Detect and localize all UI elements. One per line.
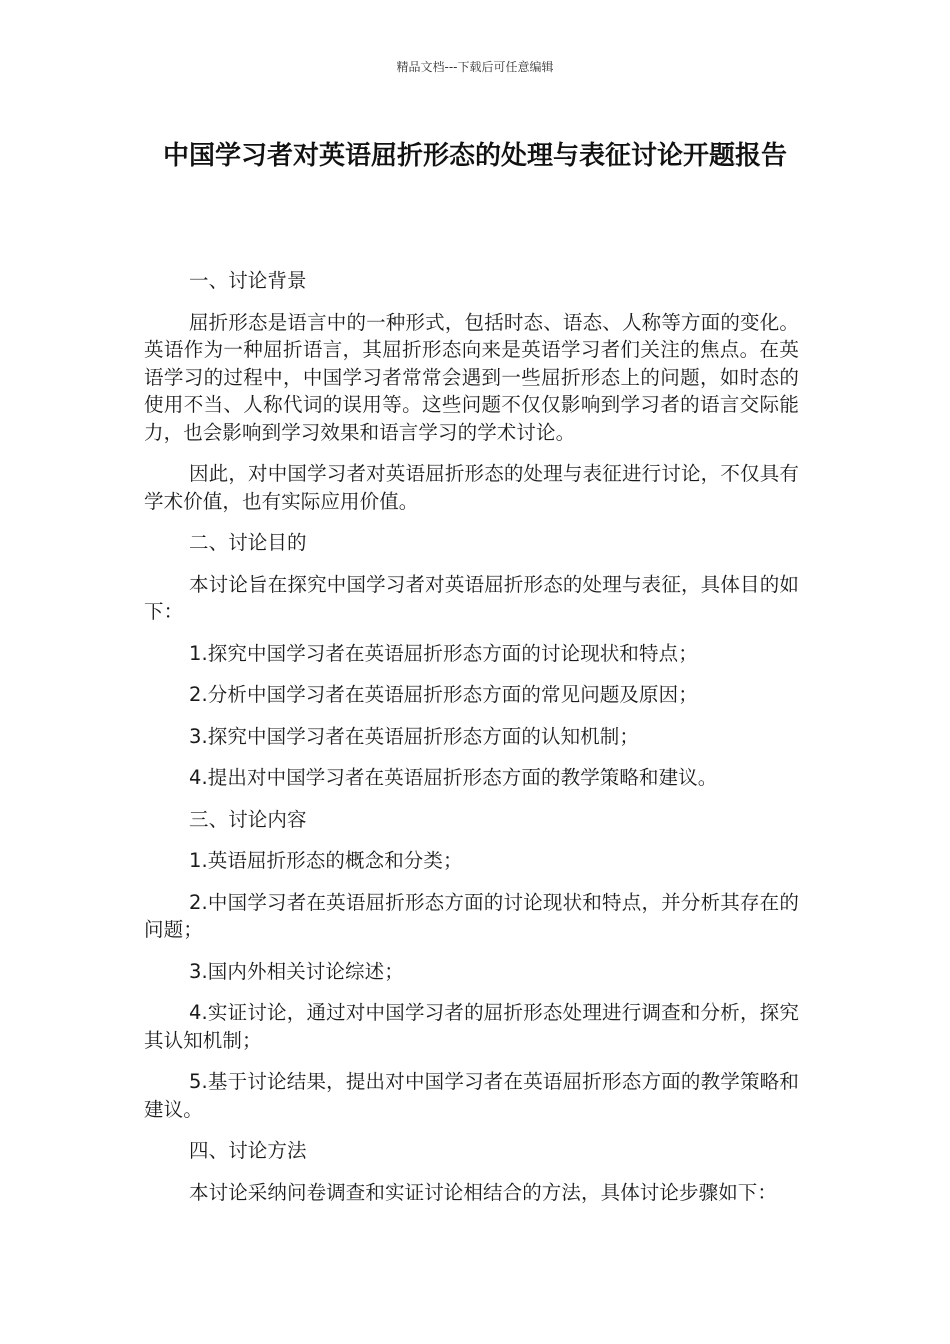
content-item: 4.实证讨论，通过对中国学习者的屈折形态处理进行调查和分析，探究其认知机制；: [144, 1001, 799, 1052]
purpose-item: 1.探究中国学习者在英语屈折形态方面的讨论现状和特点；: [189, 641, 698, 665]
document-body: [144, 267, 799, 1220]
content-item: 3.国内外相关讨论综述；: [189, 959, 404, 983]
section-heading-content: 三、讨论内容: [189, 807, 307, 831]
content-item: 2.中国学习者在英语屈折形态方面的讨论现状和特点，并分析其存在的问题；: [144, 890, 799, 941]
content-item: 1.英语屈折形态的概念和分类；: [189, 849, 463, 872]
header-note: 精品文档---下载后可任意编辑: [396, 60, 554, 74]
section-heading-purpose: 二、讨论目的: [189, 531, 307, 554]
background-paragraph: 屈折形态是语言中的一种形式，包括时态、语态、人称等方面的变化。英语作为一种屈折语言，其屈折形态向来是英语学习者们关注的焦点。在英语学习的过程中，中国学习者常常会遇到一些屈折形态上的问题，如时态的使用不当、人称代词的误用等。这些问题不仅仅影响到学习者的语言交际能力，也会影响到学习效果和语言学习的学术讨论。: [144, 310, 799, 444]
content-item: 5.基于讨论结果，提出对中国学习者在英语屈折形态方面的教学策略和建议。: [144, 1070, 799, 1121]
background-conclusion: 因此，对中国学习者对英语屈折形态的处理与表征进行讨论，不仅具有学术价值，也有实际应用价值。: [144, 462, 799, 513]
purpose-item: 4.提出对中国学习者在英语屈折形态方面的教学策略和建议。: [189, 766, 718, 789]
section-heading-background: 一、讨论背景: [189, 269, 307, 292]
method-paragraph: 本讨论采纳问卷调查和实证讨论相结合的方法，具体讨论步骤如下：: [189, 1180, 778, 1204]
document-title: 中国学习者对英语屈折形态的处理与表征讨论开题报告: [162, 141, 787, 171]
purpose-intro: 本讨论旨在探究中国学习者对英语屈折形态的处理与表征，具体目的如下：: [144, 572, 799, 623]
purpose-item: 3.探究中国学习者在英语屈折形态方面的认知机制；: [189, 724, 640, 748]
purpose-item: 2.分析中国学习者在英语屈折形态方面的常见问题及原因；: [189, 683, 698, 706]
section-heading-method: 四、讨论方法: [189, 1139, 307, 1162]
